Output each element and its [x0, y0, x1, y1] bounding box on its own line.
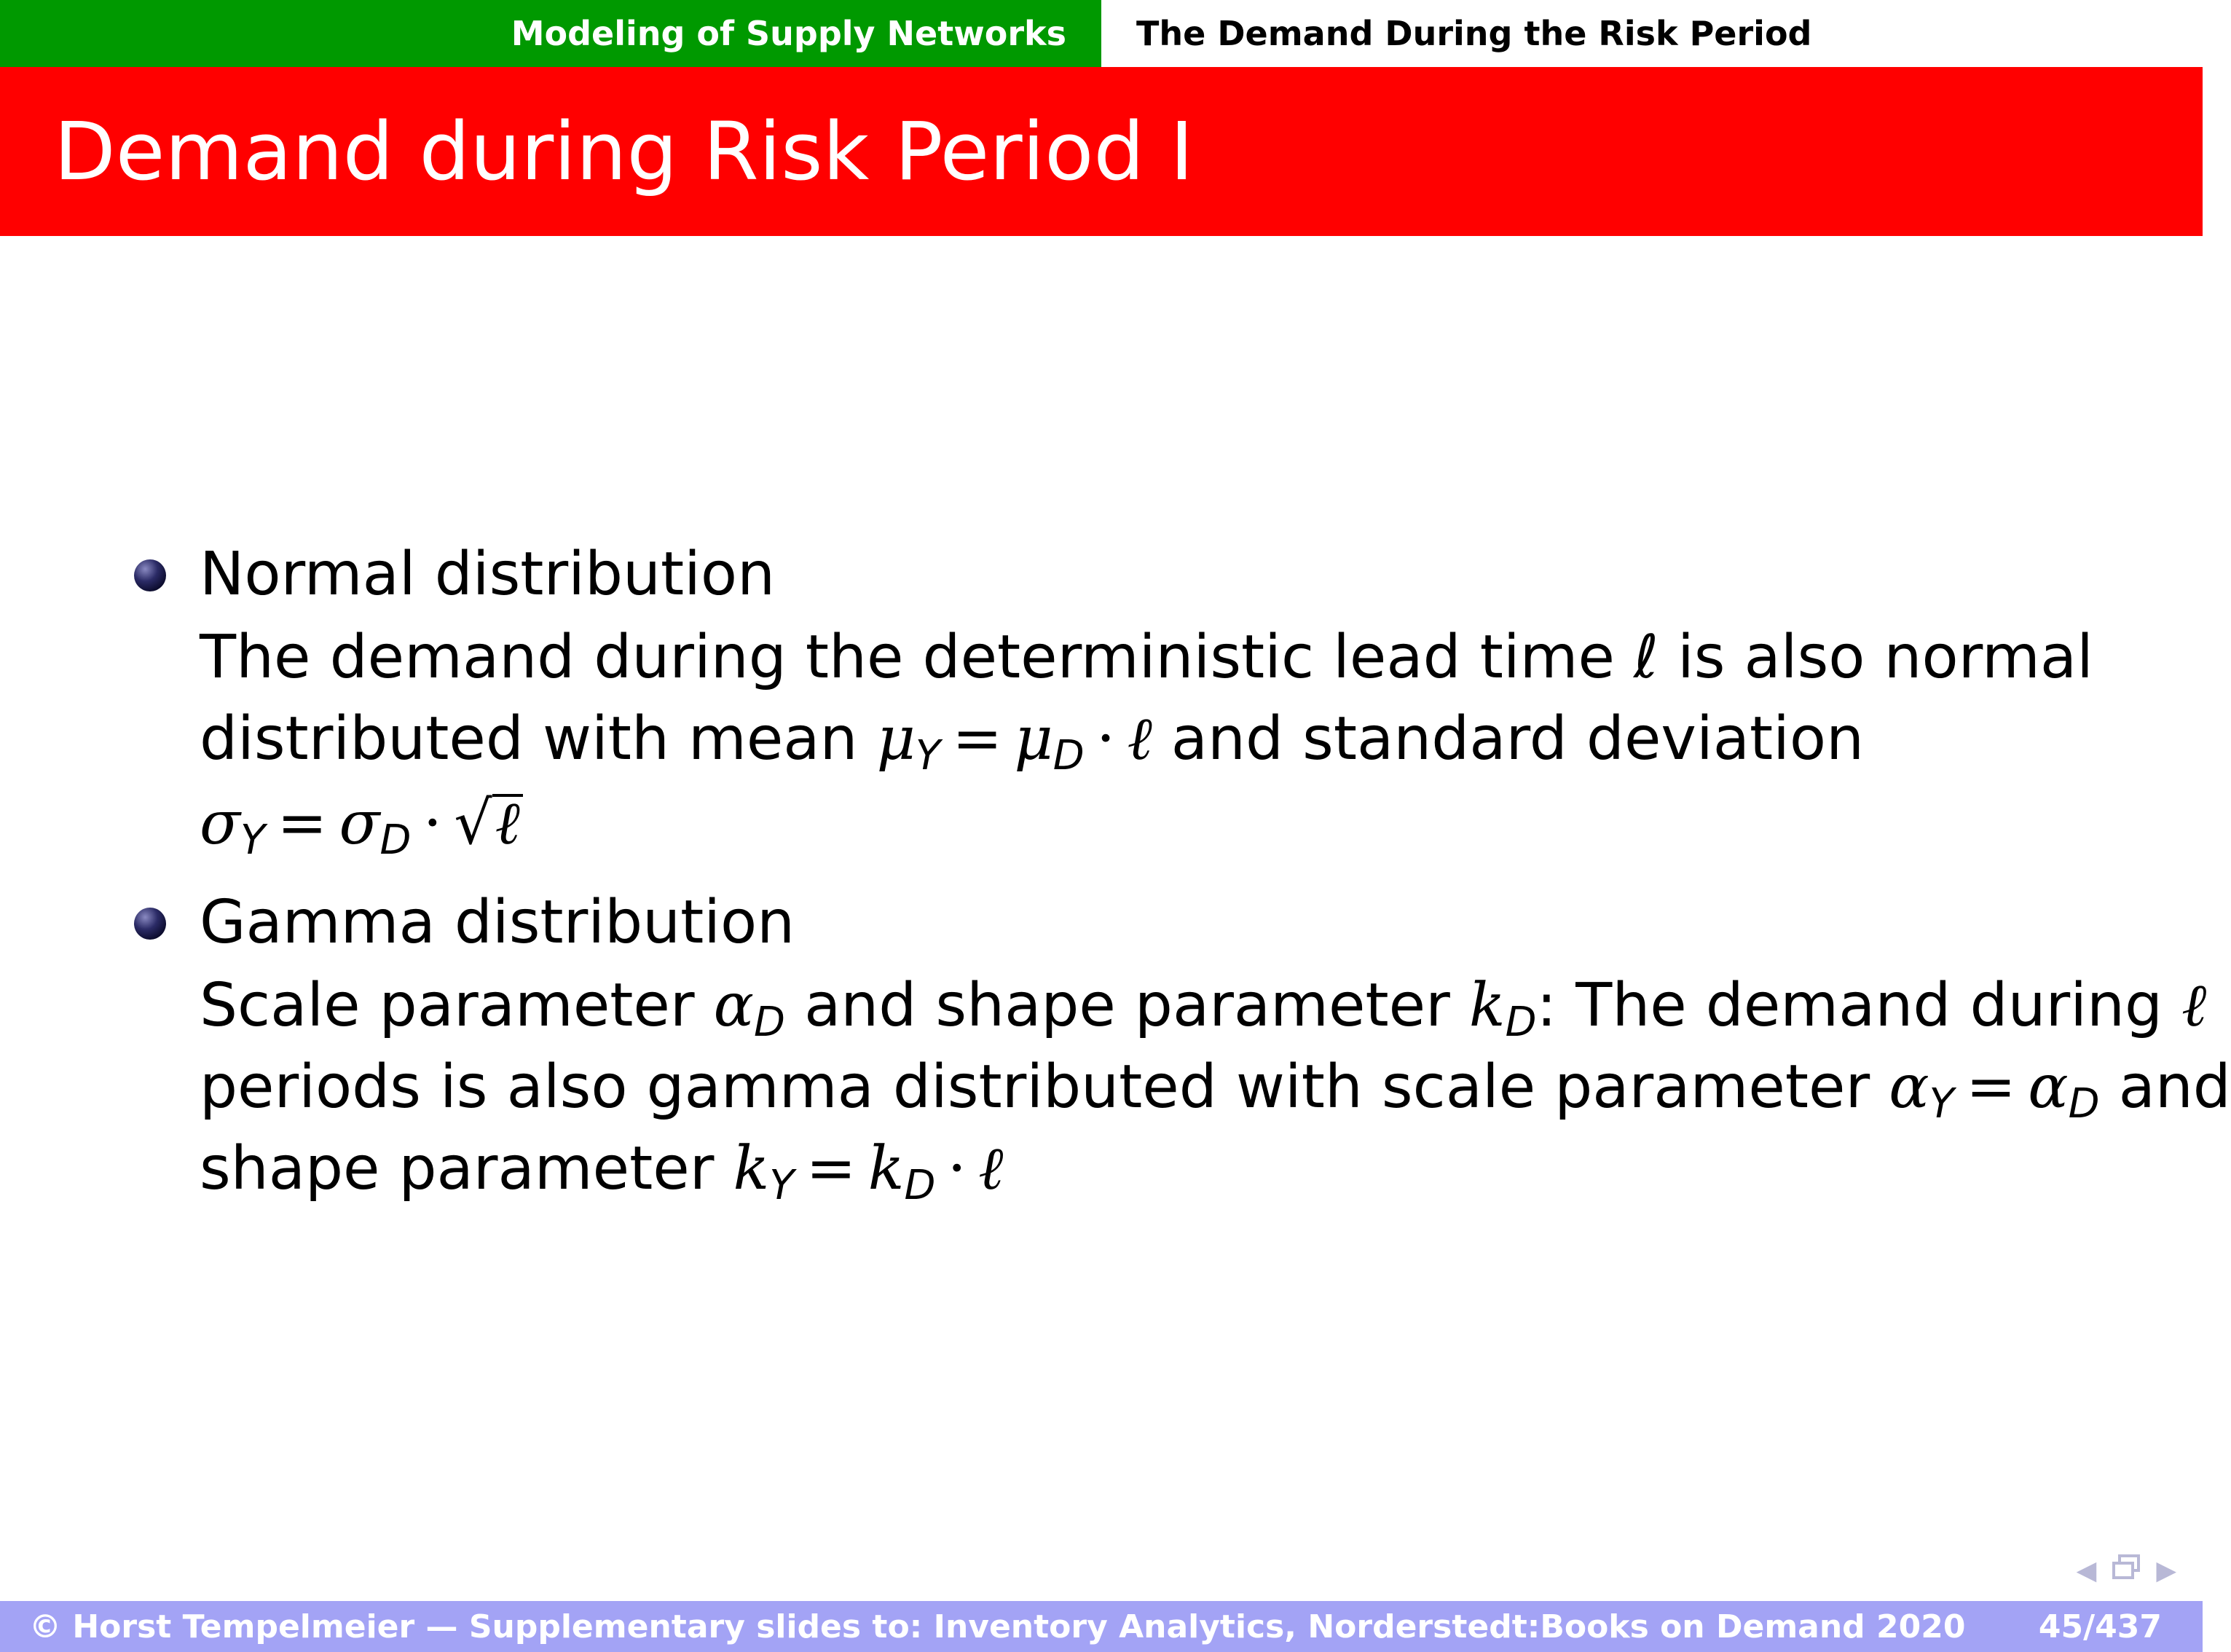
normal-text-line-2-post: and standard deviation — [1170, 704, 1865, 774]
gamma-text-line-2 — [200, 1053, 2231, 1128]
page-number: 45/437 — [2038, 1608, 2162, 1645]
bullet-icon — [134, 559, 166, 591]
gamma-line-3-pre: shape parameter — [200, 1134, 715, 1203]
bullet-heading-normal — [200, 540, 776, 609]
bullet-heading-text: Gamma distribution — [200, 888, 795, 957]
gamma-text-line-3 — [200, 1134, 1004, 1209]
bullet-heading-text: Normal distribution — [200, 540, 776, 609]
nav-left-arrow-icon[interactable]: ◀ — [2076, 1555, 2097, 1586]
gamma-line-1-b: and shape parameter — [804, 971, 1450, 1040]
k-d-symbol: $k_D$ — [1468, 971, 1537, 1046]
mean-formula: $\mu_Y = \mu_D$ · ℓ — [876, 704, 1152, 779]
frame-icon[interactable] — [2109, 1553, 2143, 1589]
gamma-line-2-pre: periods is also gamma distributed with scale parameter — [200, 1053, 1870, 1122]
bullet-heading-gamma — [200, 888, 795, 957]
footer-copyright: © Horst Tempelmeier — Supplementary slides to: Inventory Analytics, Norderstedt:Books on Demand 2020 — [29, 1608, 1966, 1645]
normal-text-line-1 — [200, 623, 2093, 692]
normal-text-line-2 — [200, 704, 1865, 779]
nav-right-arrow-icon[interactable]: ▶ — [2156, 1555, 2176, 1586]
shape-formula: $k_Y = k_D$ · ℓ — [733, 1134, 1004, 1209]
normal-text-line-1-text: The demand during the deterministic lead time ℓ is also normal — [200, 623, 2093, 692]
ell-symbol: ℓ — [2181, 971, 2207, 1040]
normal-text-line-2-pre: distributed with mean — [200, 704, 858, 774]
bullet-icon — [134, 908, 166, 940]
gamma-line-1-c: : The demand during — [1536, 971, 2163, 1040]
gamma-text-line-1 — [200, 971, 2207, 1046]
header-section-label: Modeling of Supply Networks — [511, 14, 1066, 53]
gamma-line-2-post: and — [2118, 1053, 2231, 1122]
header-subsection-label: The Demand During the Risk Period — [1136, 14, 1812, 53]
std-formula: $\sigma_Y = \sigma_D$ · √ℓ — [200, 789, 523, 858]
gamma-line-1-a: Scale parameter — [200, 971, 695, 1040]
alpha-d-symbol: $\alpha_D$ — [713, 971, 785, 1046]
navigation-controls — [2077, 1550, 2176, 1591]
page-title: Demand during Risk Period I — [54, 105, 1194, 198]
scale-formula: $\alpha_Y = \alpha_D$ — [1889, 1053, 2100, 1128]
footer-bar — [0, 1601, 2203, 1652]
std-formula-line — [200, 789, 523, 864]
